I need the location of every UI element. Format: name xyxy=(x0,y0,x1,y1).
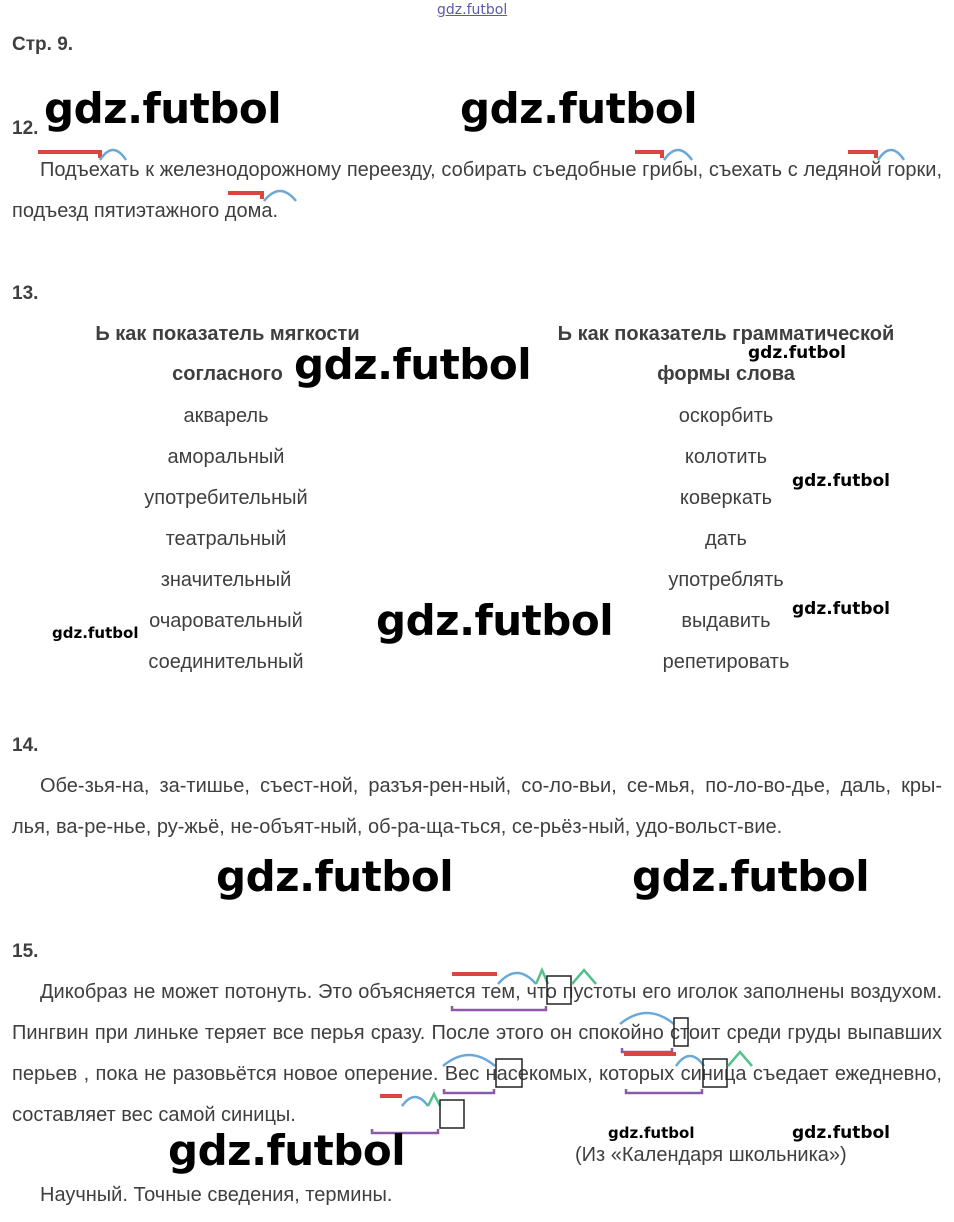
list-item: колотить xyxy=(684,446,768,468)
exercise-14-text: Обе-зья-на, за-тишье, съест-ной, разъя-рен-ный, со-ло-вьи, се-мья, по-ло-во-дье, даль, кры-лья, ва-ре-нье, ру-жьё, не-объят-ный, об-ра-ща-ться, се-рьёз-ный, удо-вольст-вие. xyxy=(12,775,942,838)
list-item: коверкать xyxy=(679,487,773,509)
list-item: аморальный xyxy=(167,446,285,468)
watermark: gdz.futbol xyxy=(44,84,282,133)
source-citation: (Из «Календаря школьника») xyxy=(575,1144,847,1166)
watermark: gdz.futbol xyxy=(376,596,614,645)
list-item: значительный xyxy=(160,569,292,591)
right-heading-line-2: формы слова xyxy=(657,363,795,385)
watermark: gdz.futbol xyxy=(52,624,139,642)
right-word-list xyxy=(576,396,876,683)
list-item: очаровательный xyxy=(149,610,303,632)
list-item: употребительный xyxy=(144,487,308,509)
exercise-12-text: Подъехать к железнодорожному переезду, собирать съедобные грибы, съехать с ледяной горки, подъезд пятиэтажного дома. xyxy=(12,159,942,222)
watermark: gdz.futbol xyxy=(632,852,870,901)
watermark: gdz.futbol xyxy=(608,1124,695,1142)
exercise-15-text: Дикобраз не может потонуть. Это объясняется тем, что пустоты его иголок заполнены воздухом. Пингвин при линьке теряет все перья сразу. После этого он спокойно стоит среди груды выпавших перьев , пока не разовьётся новое оперение. Вес насекомых, которых синица съедает ежедневно, составляет вес самой синицы. xyxy=(12,981,942,1126)
page-label: Стр. 9. xyxy=(12,34,74,55)
left-heading-line-1: Ь как показатель мягкости xyxy=(95,323,360,345)
watermark: gdz.futbol xyxy=(294,340,532,389)
watermark: gdz.futbol xyxy=(168,1126,406,1175)
list-item: соединительный xyxy=(148,651,304,673)
right-heading-line-1: Ь как показатель грамматической xyxy=(557,323,895,345)
exercise-15-number: 15. xyxy=(12,941,39,962)
right-column-heading xyxy=(520,314,932,394)
list-item: дать xyxy=(705,528,747,550)
exercise-12-number: 12. xyxy=(12,118,39,139)
watermark: gdz.futbol xyxy=(748,343,846,363)
watermark: gdz.futbol xyxy=(460,84,698,133)
watermark: gdz.futbol xyxy=(792,471,890,491)
exercise-14-number: 14. xyxy=(12,735,39,756)
left-heading-line-2: согласного xyxy=(172,363,283,385)
list-item: театральный xyxy=(165,528,287,550)
list-item: употреблять xyxy=(668,569,784,591)
list-item: акварель xyxy=(183,405,269,427)
conclusion-text: Научный. Точные сведения, термины. xyxy=(40,1184,393,1206)
watermark-top: gdz.futbol xyxy=(437,2,508,18)
list-item: выдавить xyxy=(681,610,771,632)
exercise-13-number: 13. xyxy=(12,283,39,304)
watermark: gdz.futbol xyxy=(792,1123,890,1143)
list-item: оскорбить xyxy=(678,405,774,427)
watermark: gdz.futbol xyxy=(216,852,454,901)
list-item: репетировать xyxy=(662,651,790,673)
watermark: gdz.futbol xyxy=(792,599,890,619)
